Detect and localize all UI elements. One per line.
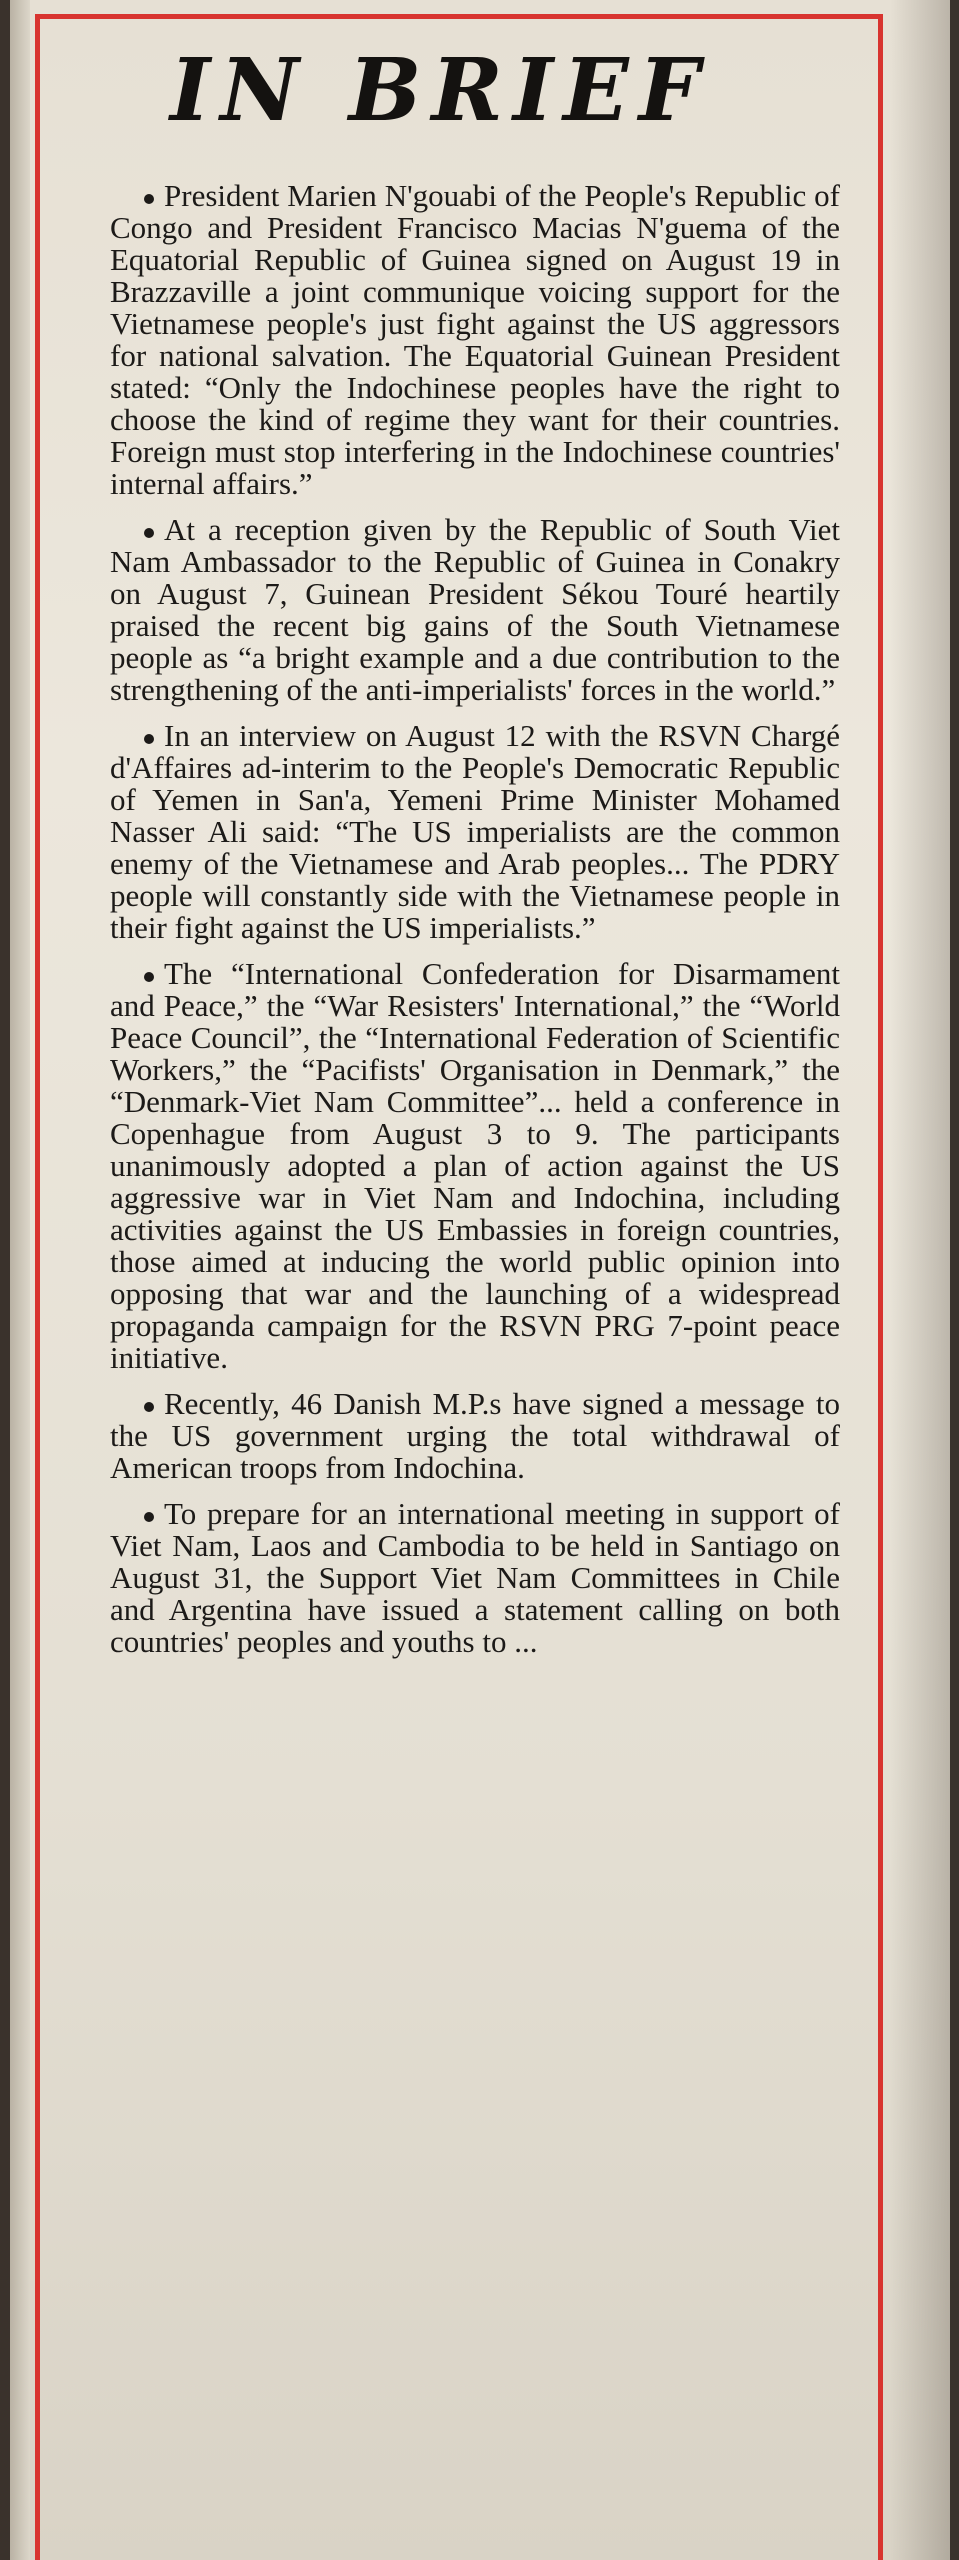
news-item	[110, 1498, 840, 1658]
news-item	[110, 720, 840, 944]
section-heading: IN BRIEF	[170, 40, 710, 141]
bullet-dot-icon	[144, 1512, 154, 1522]
news-item	[110, 958, 840, 1374]
brief-list	[110, 180, 840, 1672]
news-item-text: The “International Confederation for Disarmament and Peace,” the “War Resisters' International,” the “World Peace Council”, the “International Federation of Scientific Workers,” the “Pacifists' Organisation in Denmark,” the “Denmark-Viet Nam Committee”... held a conference in Copenhague from August 3 to 9. The participants unanimously adopted a plan of action against the US aggressive war in Viet Nam and Indochina, including activities against the US Embassies in foreign countries, those aimed at inducing the world public opinion into opposing that war and the launching of a widespread propaganda campaign for the RSVN PRG 7-point peace initiative.	[110, 956, 840, 1375]
bullet-dot-icon	[144, 528, 154, 538]
bullet-dot-icon	[144, 972, 154, 982]
bullet-dot-icon	[144, 1402, 154, 1412]
news-item-text: President Marien N'gouabi of the People's Republic of Congo and President Francisco Macias N'guema of the Equatorial Republic of Guinea signed on August 19 in Brazzaville a joint communique voicing support for the Vietnamese people's just fight against the US aggressors for national salvation. The Equatorial Guinean President stated: “Only the Indochinese peoples have the right to choose the kind of regime they want for their countries. Foreign must stop interfering in the Indochinese countries' internal affairs.”	[110, 178, 840, 501]
news-item-text: In an interview on August 12 with the RSVN Chargé d'Affaires ad-interim to the People's Democratic Republic of Yemen in San'a, Yemeni Prime Minister Mohamed Nasser Ali said: “The US imperialists are the common enemy of the Vietnamese and Arab peoples... The PDRY people will constantly side with the Vietnamese people in their fight against the US imperialists.”	[110, 718, 840, 945]
bullet-dot-icon	[144, 194, 154, 204]
news-item	[110, 180, 840, 500]
page-shadow	[890, 0, 950, 2560]
page-edge	[10, 0, 30, 2560]
news-item	[110, 1388, 840, 1484]
news-item-text: At a reception given by the Republic of South Viet Nam Ambassador to the Republic of Guinea in Conakry on August 7, Guinean President Sékou Touré heartily praised the recent big gains of the South Vietnamese people as “a bright example and a due contribution to the strengthening of the anti-imperialists' forces in the world.”	[110, 512, 840, 707]
news-item-text: To prepare for an international meeting in support of Viet Nam, Laos and Cambodia to be held in Santiago on August 31, the Support Viet Nam Committees in Chile and Argentina have issued a statement calling on both countries' peoples and youths to ...	[110, 1496, 840, 1659]
bullet-dot-icon	[144, 734, 154, 744]
newspaper-page	[10, 0, 950, 2560]
news-item-text: Recently, 46 Danish M.P.s have signed a message to the US government urging the total withdrawal of American troops from Indochina.	[110, 1386, 840, 1485]
news-item	[110, 514, 840, 706]
